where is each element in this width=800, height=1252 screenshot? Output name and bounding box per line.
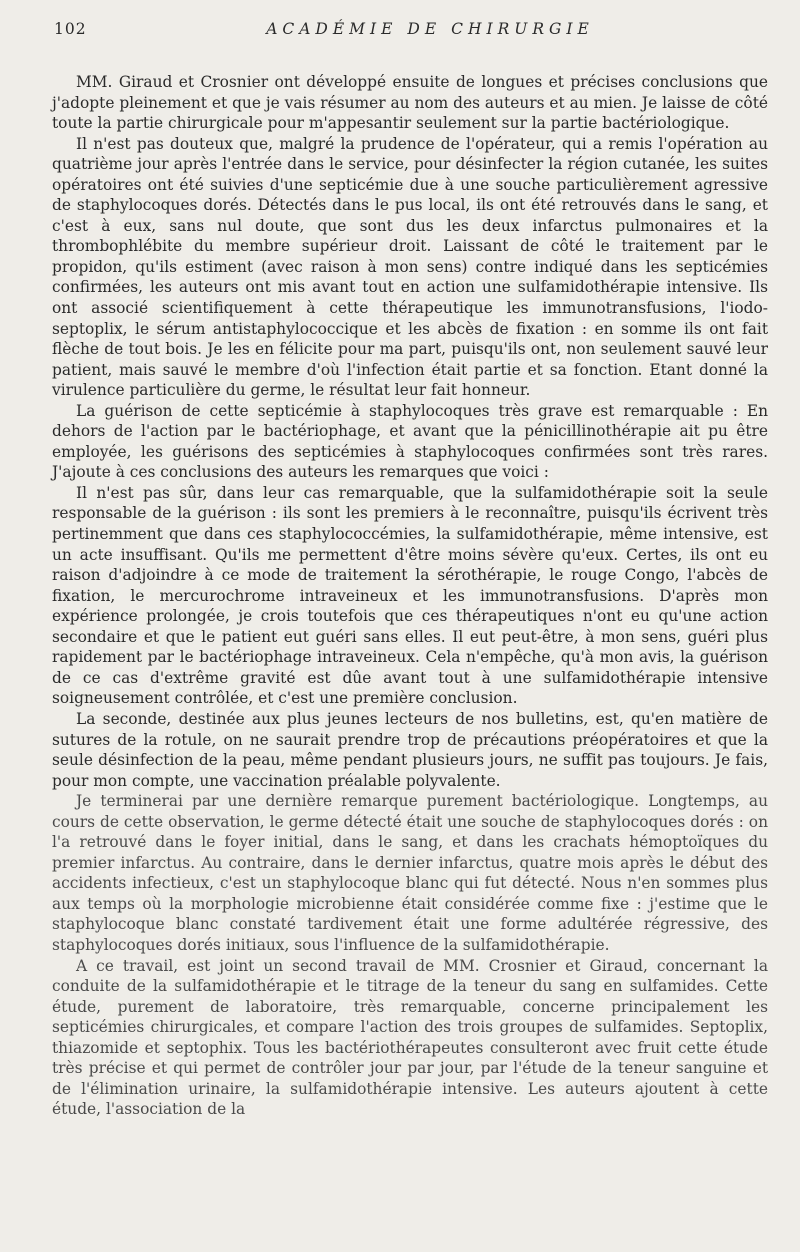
paragraph: Il n'est pas sûr, dans leur cas remarquable, que la sulfamidothérapie soit la seule responsable de la guérison : ils sont les premiers à le reconnaître, puisqu'ils écrivent très pertinemment que dans ces staphylococcémies, la sulfamidothérapie, même intensive, est un acte insuffisant. Qu'ils me permettent d'être moins sévère qu'eux. Certes, ils ont eu raison d'adjoindre à ce mode de traitement la sérothérapie, le rouge Congo, l'abcès de fixation, le mercurochrome intraveineux et les immunotransfusions. D'après mon expérience prolongée, je crois toutefois que ces thérapeutiques n'ont eu qu'une action secondaire et que le patient eut guéri sans elles. Il eut peut-être, à mon sens, guéri plus rapidement par le bactériophage intraveineux. Cela n'empêche, qu'à mon avis, la guérison de ce cas d'extrême gravité est dûe avant tout à une sulfamidothérapie intensive soigneusement contrôlée, et c'est une première conclusion. [52, 483, 768, 708]
paragraph: La guérison de cette septicémie à staphylocoques très grave est remarquable : En dehors de l'action par le bactériophage, et avant que la pénicillinothérapie ait pu être employée, les guérisons des septicémies à staphylocoques confirmées sont très rares. J'ajoute à ces conclusions des auteurs les remarques que voici : [52, 401, 768, 482]
running-head [52, 14, 768, 44]
paragraph: Il n'est pas douteux que, malgré la prudence de l'opérateur, qui a remis l'opération au quatrième jour après l'entrée dans le service, pour désinfecter la région cutanée, les suites opératoires ont été suivies d'une septicémie due à une souche particulièrement agressive de staphylocoques dorés. Détectés dans le pus local, ils ont été retrouvés dans le sang, et c'est à eux, sans nul doute, que sont dus les deux infarctus pulmonaires et la thrombophlébite du membre supérieur droit. Laissant de côté le traitement par le propidon, qu'ils estiment (avec raison à mon sens) contre indiqué dans les septicémies confirmées, les auteurs ont mis avant tout en action une sulfamidothérapie intensive. Ils ont associé scientifiquement à cette thérapeutique les immunotransfusions, l'iodo-septoplix, le sérum antistaphylococcique et les abcès de fixation : en somme ils ont fait flèche de tout bois. Je les en félicite pour ma part, puisqu'ils ont, non seulement sauvé leur patient, mais sauvé le membre d'où l'infection était partie et sa fonction. Etant donné la virulence particulière du germe, le résultat leur fait honneur. [52, 134, 768, 400]
journal-title: ACADÉMIE DE CHIRURGIE [266, 20, 594, 38]
paragraph: Je terminerai par une dernière remarque purement bactériologique. Longtemps, au cours de cette observation, le germe détecté était une souche de staphylocoques dorés : on l'a retrouvé dans le foyer initial, dans le sang, et dans les crachats hémoptoïques du premier infarctus. Au contraire, dans le dernier infarctus, quatre mois après le début des accidents infectieux, c'est un staphylocoque blanc qui fut détecté. Nous n'en sommes plus aux temps où la morphologie microbienne était considérée comme fixe : j'estime que le staphylocoque blanc constaté tardivement était une forme adultérée régressive, des staphylocoques dorés initiaux, sous l'influence de la sulfamidothérapie. [52, 792, 768, 954]
paragraph: La seconde, destinée aux plus jeunes lecteurs de nos bulletins, est, qu'en matière de sutures de la rotule, on ne saurait prendre trop de précautions préopératoires et que la seule désinfection de la peau, même pendant plusieurs jours, ne suffit pas toujours. Je fais, pour mon compte, une vaccination préalable polyvalente. [52, 709, 768, 790]
paragraph: MM. Giraud et Crosnier ont développé ensuite de longues et précises conclusions que j'adopte pleinement et que je vais résumer au nom des auteurs et au mien. Je laisse de côté toute la partie chirurgicale pour m'appesantir seulement sur la partie bactériologique. [52, 73, 768, 133]
article-body [52, 72, 768, 1120]
page-number: 102 [54, 20, 87, 38]
paragraph: A ce travail, est joint un second travail de MM. Crosnier et Giraud, concernant la conduite de la sulfamidothérapie et le titrage de la teneur du sang en sulfamides. Cette étude, purement de laboratoire, très remarquable, concerne principalement les septicémies chirurgicales, et compare l'action des trois groupes de sulfamides. Septoplix, thiazomide et septophix. Tous les bactériothérapeutes consulteront avec fruit cette étude très précise et qui permet de contrôler jour par jour, par l'étude de la teneur sanguine et de l'élimination urinaire, la sulfamidothérapie intensive. Les auteurs ajoutent à cette étude, l'association de la [52, 956, 768, 1119]
